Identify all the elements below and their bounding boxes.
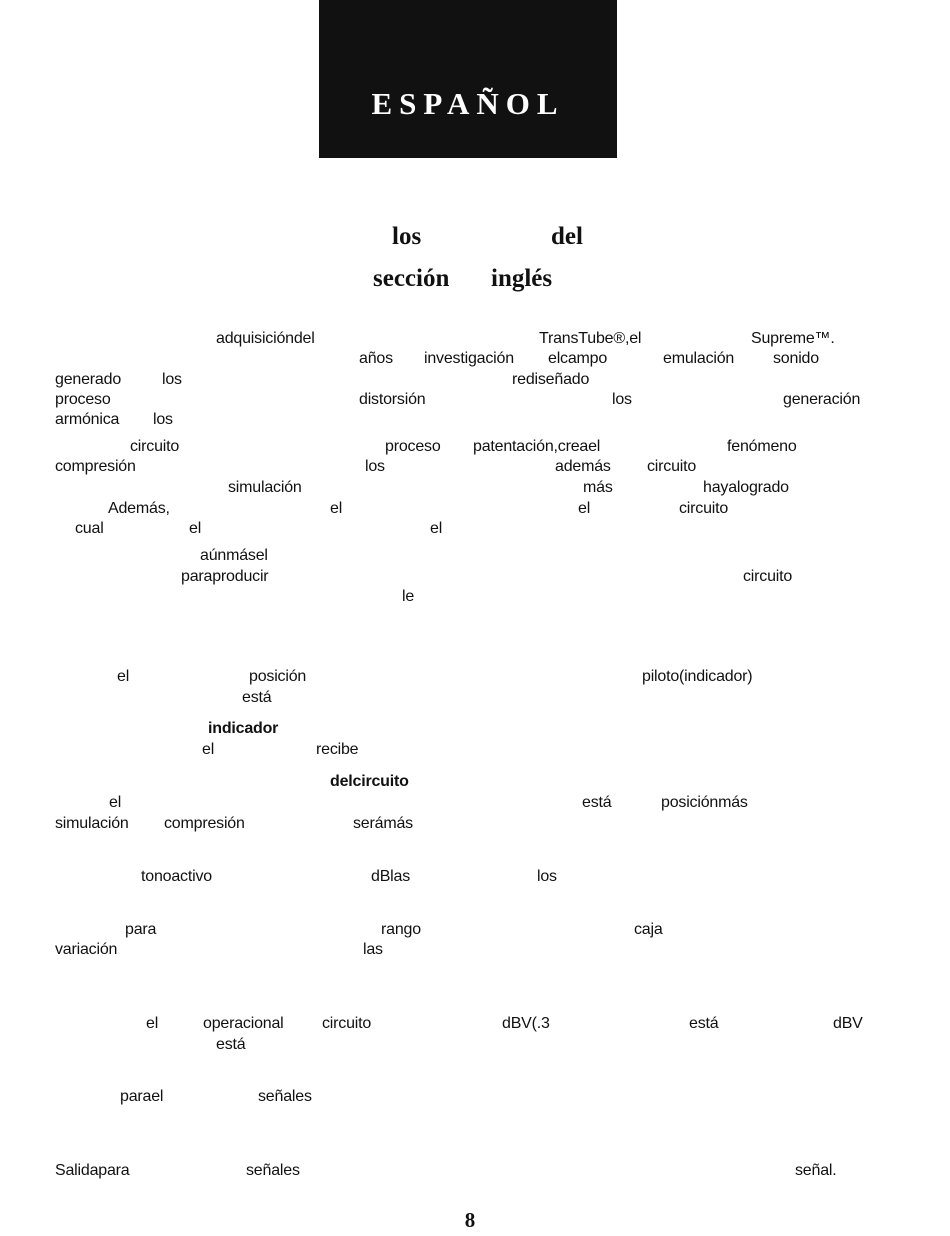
text-fragment: años — [359, 350, 393, 367]
text-fragment: patentación,creael — [473, 438, 601, 455]
text-fragment: fenómeno — [727, 438, 797, 455]
text-fragment: adquisicióndel — [216, 330, 315, 347]
text-fragment: el — [202, 741, 215, 758]
text-fragment: generación — [783, 391, 861, 408]
text-fragment: rango — [381, 921, 421, 938]
text-fragment: posiciónmás — [661, 794, 748, 811]
text-fragment: los — [365, 458, 385, 475]
text-fragment: simulación — [55, 815, 129, 832]
text-fragment: el — [109, 794, 122, 811]
text-fragment: dBV — [833, 1015, 863, 1032]
text-fragment: TransTube®,el — [539, 330, 642, 347]
heading-word: inglés — [491, 265, 553, 292]
text-fragment: emulación — [663, 350, 735, 367]
text-fragment: para — [125, 921, 157, 938]
text-fragment: Además, — [108, 500, 170, 517]
text-fragment: sonido — [773, 350, 819, 367]
text-fragment: elcampo — [548, 350, 608, 367]
text-fragment: los — [612, 391, 632, 408]
text-fragment: Supreme™. — [751, 330, 835, 347]
text-fragment: indicador — [208, 720, 279, 737]
text-fragment: los — [162, 371, 182, 388]
text-fragment: señales — [246, 1162, 300, 1179]
text-fragment: dBV(.3 — [502, 1015, 550, 1032]
heading-word: los — [392, 223, 422, 250]
text-fragment: paraproducir — [181, 568, 269, 585]
text-fragment: señales — [258, 1088, 312, 1105]
text-fragment: serámás — [353, 815, 413, 832]
text-fragment: armónica — [55, 411, 120, 428]
text-fragment: está — [216, 1036, 246, 1053]
text-fragment: el — [430, 520, 443, 537]
text-fragment: piloto(indicador) — [642, 668, 753, 685]
heading-word: del — [551, 223, 583, 250]
text-fragment: generado — [55, 371, 122, 388]
text-fragment: el — [117, 668, 130, 685]
text-fragment: parael — [120, 1088, 164, 1105]
text-fragment: aúnmásel — [200, 547, 268, 564]
text-fragment: circuito — [647, 458, 697, 475]
page-number: 8 — [464, 1208, 476, 1232]
text-fragment: caja — [634, 921, 663, 938]
text-fragment: proceso — [385, 438, 441, 455]
text-fragment: investigación — [424, 350, 514, 367]
text-fragment: rediseñado — [512, 371, 590, 388]
text-fragment: circuito — [743, 568, 793, 585]
text-fragment: el — [578, 500, 591, 517]
text-fragment: está — [242, 689, 272, 706]
text-fragment: operacional — [203, 1015, 284, 1032]
text-fragment: cual — [75, 520, 104, 537]
text-fragment: los — [153, 411, 173, 428]
text-fragment: hayalogrado — [703, 479, 789, 496]
text-fragment: distorsión — [359, 391, 426, 408]
text-fragment: dBlas — [371, 868, 411, 885]
text-fragment: los — [537, 868, 557, 885]
text-fragment: Salidapara — [55, 1162, 130, 1179]
text-fragment: circuito — [679, 500, 729, 517]
text-fragment: más — [583, 479, 613, 496]
text-fragment: el — [189, 520, 202, 537]
text-fragment: está — [582, 794, 612, 811]
section-title: ESPAÑOL — [371, 86, 565, 121]
text-fragment: además — [555, 458, 611, 475]
text-fragment: circuito — [130, 438, 180, 455]
text-fragment: las — [363, 941, 383, 958]
text-fragment: le — [402, 588, 415, 605]
text-fragment: está — [689, 1015, 719, 1032]
text-fragment: simulación — [228, 479, 302, 496]
heading-word: sección — [373, 265, 450, 292]
text-fragment: tonoactivo — [141, 868, 212, 885]
text-fragment: el — [330, 500, 343, 517]
text-fragment: compresión — [55, 458, 136, 475]
text-fragment: señal. — [795, 1162, 837, 1179]
text-fragment: el — [146, 1015, 159, 1032]
text-fragment: proceso — [55, 391, 111, 408]
text-fragment: compresión — [164, 815, 245, 832]
text-fragment: variación — [55, 941, 118, 958]
section-header-box — [319, 0, 617, 158]
text-fragment: delcircuito — [330, 773, 409, 790]
text-fragment: circuito — [322, 1015, 372, 1032]
text-fragment: posición — [249, 668, 307, 685]
text-fragment: recibe — [316, 741, 359, 758]
